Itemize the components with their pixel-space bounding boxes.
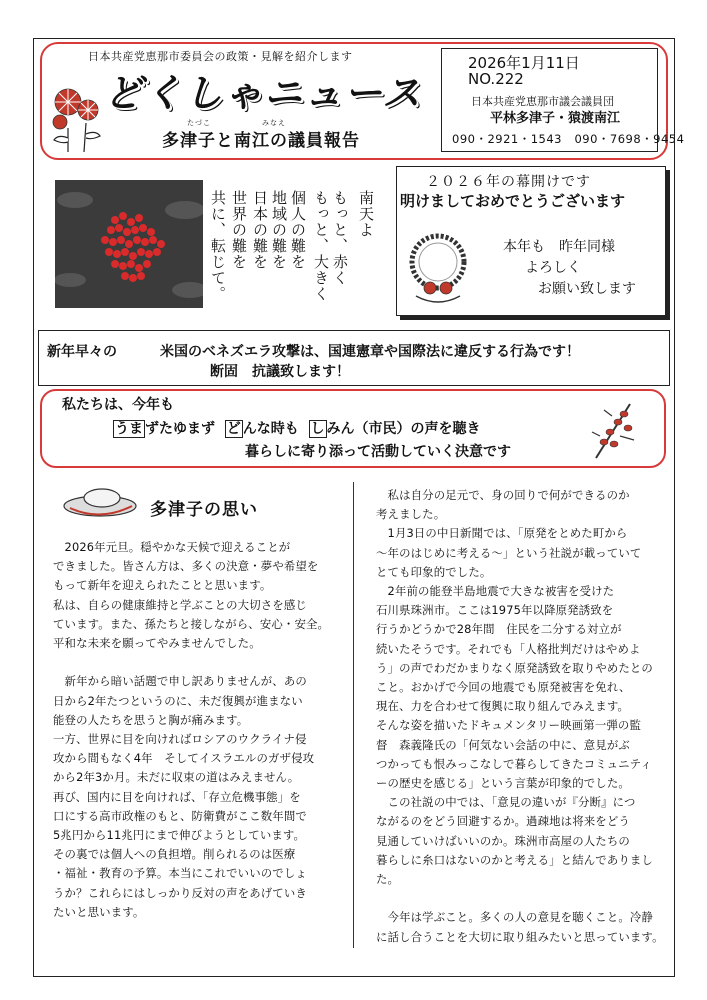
right-line: つかっても恨みっこなしで暮らしてきたコミュニティ [376, 756, 652, 771]
right-line [376, 889, 664, 908]
resolve-line-1: 私たちは、今年も [62, 397, 174, 413]
poem-line-1: 南天よ [357, 190, 375, 238]
left-line: 能登の人たちを思うと胸が痛みます。 [53, 712, 249, 727]
ruby-minae: みなえ [262, 119, 286, 127]
right-line: 今年は学ぶこと。多くの人の意見を聴くこと。冷静 [376, 910, 653, 925]
report-title: 多津子と南江の議員報告 [162, 131, 360, 151]
highlight-shi: し [310, 421, 325, 437]
hat-cloud-icon [60, 478, 140, 520]
protest-line-1: 米国のベネズエラ攻撃は、国連憲章や国際法に違反する行為です！ [160, 344, 580, 360]
right-line: この社説の中では、「意見の違いが『分断』につ [376, 795, 636, 810]
poem-line-2: もっと、赤く [331, 190, 349, 286]
poem-line-8: 共に、転じて。 [209, 190, 227, 302]
left-line: たいと思います。 [53, 904, 145, 919]
column-divider [353, 482, 354, 948]
phone-numbers [452, 131, 684, 147]
poem-line-6: 日本の難を [251, 190, 269, 270]
left-line: から2年3か月。未だに収束の道はみえません。 [53, 770, 300, 785]
resolve-text-3: みん（市民）の声を聴き [326, 421, 481, 437]
newsletter-logo: どくしゃニュース [104, 71, 423, 115]
protest-label: 新年早々の [47, 344, 117, 360]
greeting-line-4: よろしく [525, 260, 581, 276]
left-line: ・福祉・教育の予算。本当にこれでいいのでしょ [53, 866, 307, 881]
right-line: た。 [376, 872, 400, 887]
greeting-line-2: 明けましておめでとうございます [400, 192, 626, 210]
left-line: 日から2年たつというのに、未だ復興が進まない [53, 693, 303, 708]
left-line: もって新年を迎えられたことと思います。 [53, 578, 272, 593]
protest-line-2: 断固 抗議致します！ [210, 364, 350, 380]
right-line: ～年のはじめに考える～」という社説が載っていて [376, 545, 642, 560]
subtitle: 日本共産党恵那市委員会の政策・見解を紹介します [88, 50, 353, 63]
right-line: 暮らしに糸口はないのかと考える」と結んでありまし [376, 852, 653, 867]
resolve-line-2 [113, 418, 481, 438]
poem-line-4: 個人の難を [289, 190, 307, 270]
poem-line-7: 世界の難を [230, 190, 248, 270]
right-line: とても印象的でした。 [376, 564, 492, 579]
right-line: 1月3日の中日新聞では、「原発をとめた町から [376, 526, 628, 541]
right-line: に話し合うことを大切に取り組みたいと思っています。 [376, 929, 664, 944]
right-line: 私は自分の足元で、身の回りで何ができるのか [376, 488, 630, 502]
right-line: 現在、力を合わせて復興に取り組んでみえます。 [376, 699, 629, 714]
left-line: 平和な未来を願ってやみませんでした。 [53, 636, 261, 651]
poem-line-5: 地域の難を [270, 190, 288, 270]
right-line: そんな姿を描いたドキュメンタリー映画第一弾の監 [376, 718, 641, 733]
greeting-line-5: お願い致します [538, 281, 636, 297]
poem-line-3: もっと、大きく [312, 190, 330, 302]
issue-number: NO.222 [468, 70, 524, 88]
left-line: その裏では個人への負担増。削られるのは医療 [53, 847, 296, 862]
left-line [53, 653, 329, 672]
phone-1: 090・2921・1543 [452, 132, 562, 146]
member-names: 平林多津子・猿渡南江 [490, 111, 621, 126]
resolve-text-1: ずたゆまず [145, 421, 215, 437]
left-line: 2026年元旦。穏やかな天候で迎えることが [53, 540, 291, 554]
right-line: 行うかどうかで28年間 住民を二分する対立が [376, 622, 622, 637]
greeting-line-3: 本年も 昨年同様 [503, 239, 615, 255]
article-left-column [53, 538, 329, 922]
left-line: 口にする高市政権のもと、防衛費がここ数年間で [53, 808, 307, 823]
nanten-photo [55, 180, 203, 308]
new-year-sprig-icon [590, 396, 640, 462]
right-line: 石川県珠洲市。ここは1975年以降原発誘致を [376, 603, 614, 618]
highlight-uma: うま [115, 421, 143, 437]
right-line: 続いたそうです。それでも「人格批判だけはやめよ [376, 641, 641, 656]
left-line: うか？これらにはしっかり反対の声をあげていき [53, 885, 307, 900]
resolve-text-2: んな時も [242, 421, 299, 437]
left-line: 再び、国内に目を向ければ、「存立危機事態」を [53, 789, 301, 804]
greeting-line-1: ２０２６年の幕開けです [426, 174, 591, 190]
resolve-line-3: 暮らしに寄り添って活動していく決意です [245, 444, 511, 460]
right-line: う」の声でわだかまりなく原発誘致を取りやめたとの [376, 660, 653, 675]
right-line: 2年前の能登半島地震で大きな被害を受けた [376, 584, 615, 599]
left-line: 私は、自らの健康維持と学ぶことの大切さを感じ [53, 597, 307, 612]
left-line: 攻から間もなく4年 そしてイスラエルのガザ侵攻 [53, 751, 315, 766]
nanten-berries-icon [55, 180, 203, 308]
article-right-column [376, 486, 664, 947]
phone-2: 090・7698・9454 [574, 132, 685, 146]
left-line: ています。また、孫たちと接しながら、安心・安全。 [53, 616, 330, 631]
chrysanthemum-icon [46, 68, 108, 154]
article-title: 多津子の思い [150, 500, 258, 520]
right-line: こと。おかげで今回の地震でも原発被害を免れ、 [376, 680, 631, 695]
right-line: 見通していけばいいのか。珠洲市高屋の人たちの [376, 833, 630, 848]
right-line: 督 森義隆氏の「何気ない会話の中に、意見がぶ [376, 737, 630, 752]
ornament-wreath-icon [398, 226, 480, 308]
left-line: できました。皆さん方は、多くの決意・夢や希望を [53, 559, 319, 574]
left-line: 5兆円から11兆円にまで伸びようとしています。 [53, 828, 306, 843]
left-line: 新年から暗い話題で申し訳ありませんが、あの [53, 674, 307, 689]
highlight-do: ど [226, 421, 241, 437]
right-line: ーの歴史を感じる」という言葉が印象的でした。 [376, 776, 630, 791]
issue-date: 2026年1月11日 [468, 54, 580, 72]
right-line: 考えました。 [376, 507, 446, 522]
right-line: ながるのをどう回避するか。過疎地は将来をどう [376, 814, 630, 829]
ruby-tazuko: たづこ [187, 119, 211, 127]
left-line: 一方、世界に目を向ければロシアのウクライナ侵 [53, 732, 307, 747]
party-name: 日本共産党恵那市議会議員団 [471, 95, 614, 108]
